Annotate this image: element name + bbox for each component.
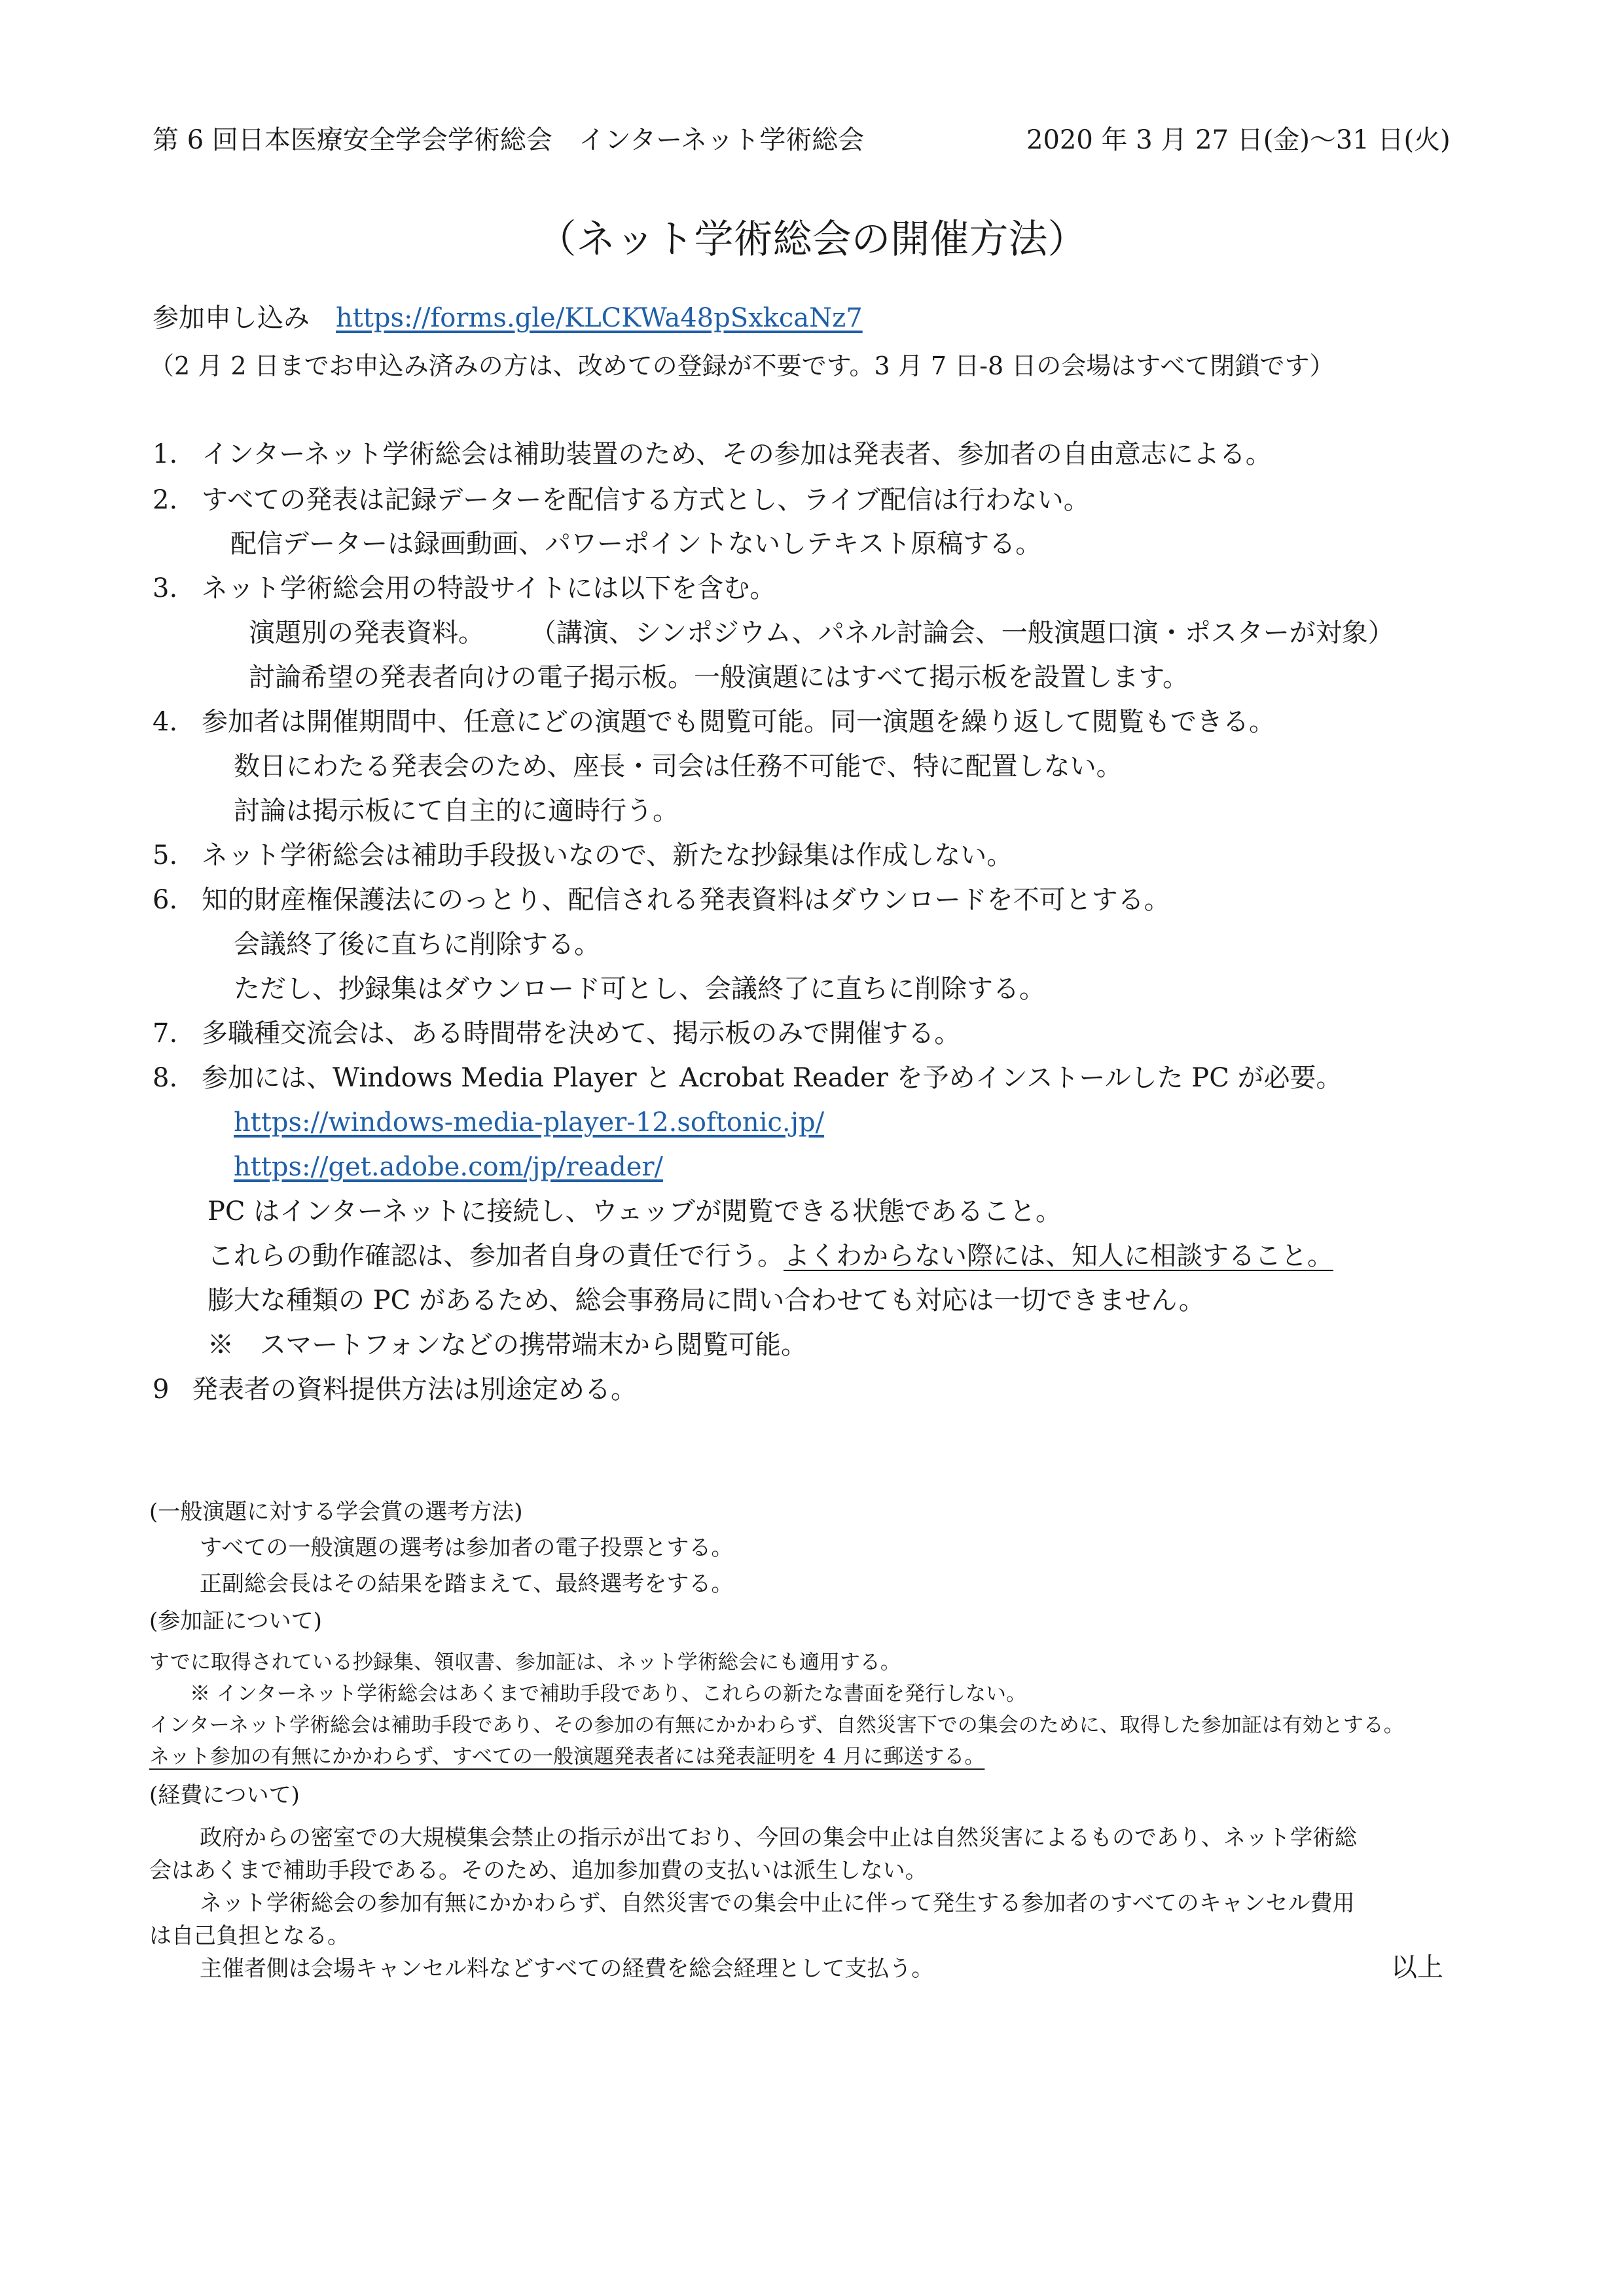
item-text: すべての発表は記録データーを配信する方式とし、ライブ配信は行わない。 bbox=[202, 485, 1090, 515]
item-6-sub-2: ただし、抄録集はダウンロード可とし、会議終了に直ちに削除する。 bbox=[234, 974, 1045, 1004]
item-number: 8. bbox=[153, 1063, 178, 1093]
list-item-9 bbox=[153, 1374, 637, 1405]
item-8-link-2-line bbox=[234, 1151, 663, 1183]
certificate-line-4 bbox=[149, 1745, 998, 1769]
event-name: 第 6 回日本医療安全学会学術総会 インターネット学術総会 bbox=[153, 125, 865, 155]
closing-word: 以上 bbox=[1391, 1952, 1443, 1982]
acrobat-reader-link[interactable]: https://get.adobe.com/jp/reader/ bbox=[234, 1152, 663, 1182]
expenses-p3: 主催者側は会場キャンセル料などすべての経費を総会経理として支払う。 bbox=[200, 1956, 934, 1982]
event-dates: 2020 年 3 月 27 日(金)～31 日(火) bbox=[1026, 125, 1451, 155]
list-item-5 bbox=[153, 840, 1013, 871]
item-3-sub-1: 演題別の発表資料。 bbox=[249, 618, 484, 648]
expenses-p1-line-1: 政府からの密室での大規模集会禁止の指示が出ており、今回の集会中止は自然災害によるものであり、ネット学術総 bbox=[200, 1825, 1357, 1851]
list-item-3 bbox=[153, 573, 776, 604]
item-text: 発表者の資料提供方法は別途定める。 bbox=[192, 1374, 637, 1405]
page-title: （ネット学術総会の開催方法） bbox=[537, 217, 1087, 262]
item-2-sub-1: 配信データーは録画動画、パワーポイントないしテキスト原稿する。 bbox=[230, 529, 1042, 559]
item-3-sub-2: 討論希望の発表者向けの電子掲示板。一般演題にはすべて掲示板を設置します。 bbox=[249, 662, 1189, 692]
certificate-heading: (参加証について) bbox=[149, 1608, 322, 1634]
item-text: ネット学術総会は補助手段扱いなので、新たな抄録集は作成しない。 bbox=[202, 840, 1013, 870]
item-8-sub-4: ※ スマートフォンなどの携帯端末から閲覧可能。 bbox=[208, 1330, 807, 1360]
list-item-8 bbox=[153, 1062, 1343, 1094]
item-text: 多職種交流会は、ある時間帯を決めて、掲示板のみで開催する。 bbox=[202, 1018, 961, 1049]
item-text: ネット学術総会用の特設サイトには以下を含む。 bbox=[202, 573, 776, 603]
list-item-4 bbox=[153, 706, 1275, 738]
list-item-7 bbox=[153, 1018, 960, 1049]
item-8-sub-2 bbox=[208, 1240, 1333, 1272]
item-number: 3. bbox=[153, 573, 178, 603]
item-number: 7. bbox=[153, 1018, 178, 1049]
item-6-sub-1: 会議終了後に直ちに削除する。 bbox=[234, 929, 600, 960]
item-number: 2. bbox=[153, 485, 178, 515]
item-number: 5. bbox=[153, 840, 178, 870]
item-text: 参加には、Windows Media Player と Acrobat Reader を予めインストールした PC が必要。 bbox=[202, 1063, 1343, 1093]
registration-link[interactable]: https://forms.gle/KLCKWa48pSxkcaNz7 bbox=[336, 303, 863, 333]
expenses-p2-line-1: ネット学術総会の参加有無にかかわらず、自然災害での集会中止に伴って発生する参加者のすべてのキャンセル費用 bbox=[200, 1890, 1355, 1916]
award-line-1: すべての一般演題の選考は参加者の電子投票とする。 bbox=[200, 1535, 734, 1561]
certificate-line-2: ※ インターネット学術総会はあくまで補助手段であり、これらの新たな書面を発行しない。 bbox=[190, 1682, 1027, 1706]
list-item-6 bbox=[153, 884, 1170, 916]
item-3-sub-1-note: （講演、シンポジウム、パネル討論会、一般演題口演・ポスターが対象） bbox=[530, 618, 1394, 648]
item-number: 4. bbox=[153, 707, 178, 737]
item-text: インターネット学術総会は補助装置のため、その参加は発表者、参加者の自由意志による。 bbox=[202, 439, 1272, 469]
item-text: 知的財産権保護法にのっとり、配信される発表資料はダウンロードを不可とする。 bbox=[202, 885, 1170, 915]
item-8-sub-2-underlined: よくわからない際には、知人に相談すること。 bbox=[784, 1241, 1333, 1271]
item-number: 1. bbox=[153, 439, 178, 469]
registration-line bbox=[153, 302, 863, 334]
item-number: 9 bbox=[153, 1374, 170, 1405]
item-8-sub-2-a: これらの動作確認は、参加者自身の責任で行う。 bbox=[208, 1241, 784, 1271]
certificate-line-1: すでに取得されている抄録集、領収書、参加証は、ネット学術総会にも適用する。 bbox=[149, 1651, 901, 1674]
list-item-2 bbox=[153, 484, 1090, 516]
item-8-link-1-line bbox=[234, 1107, 824, 1138]
certificate-line-4-text: ネット参加の有無にかかわらず、すべての一般演題発表者には発表証明を 4 月に郵送する。 bbox=[149, 1745, 985, 1768]
award-heading: (一般演題に対する学会賞の選考方法) bbox=[149, 1499, 523, 1525]
expenses-heading: (経費について) bbox=[149, 1782, 300, 1808]
item-4-sub-1: 数日にわたる発表会のため、座長・司会は任務不可能で、特に配置しない。 bbox=[234, 751, 1123, 781]
item-4-sub-2: 討論は掲示板にて自主的に適時行う。 bbox=[234, 796, 679, 826]
item-8-sub-3: 膨大な種類の PC があるため、総会事務局に問い合わせても対応は一切できません。 bbox=[208, 1285, 1205, 1316]
registration-label: 参加申し込み bbox=[153, 303, 310, 333]
item-8-sub-1: PC はインターネットに接続し、ウェッブが閲覧できる状態であること。 bbox=[208, 1196, 1062, 1227]
expenses-p2-line-2: は自己負担となる。 bbox=[149, 1923, 350, 1949]
expenses-p1-line-2: 会はあくまで補助手段である。そのため、追加参加費の支払いは派生しない。 bbox=[149, 1857, 928, 1884]
windows-media-player-link[interactable]: https://windows-media-player-12.softonic.jp/ bbox=[234, 1107, 825, 1138]
item-number: 6. bbox=[153, 885, 178, 915]
list-item-1 bbox=[153, 439, 1272, 470]
item-text: 参加者は開催期間中、任意にどの演題でも閲覧可能。同一演題を繰り返して閲覧もできる。 bbox=[202, 707, 1275, 737]
certificate-line-3: インターネット学術総会は補助手段であり、その参加の有無にかかわらず、自然災害下での集会のために、取得した参加証は有効とする。 bbox=[149, 1713, 1404, 1737]
award-line-2: 正副総会長はその結果を踏まえて、最終選考をする。 bbox=[200, 1571, 734, 1597]
registration-note: （2 月 2 日までお申込み済みの方は、改めての登録が不要です。3 月 7 日-8 日の会場はすべて閉鎖です） bbox=[149, 351, 1335, 380]
